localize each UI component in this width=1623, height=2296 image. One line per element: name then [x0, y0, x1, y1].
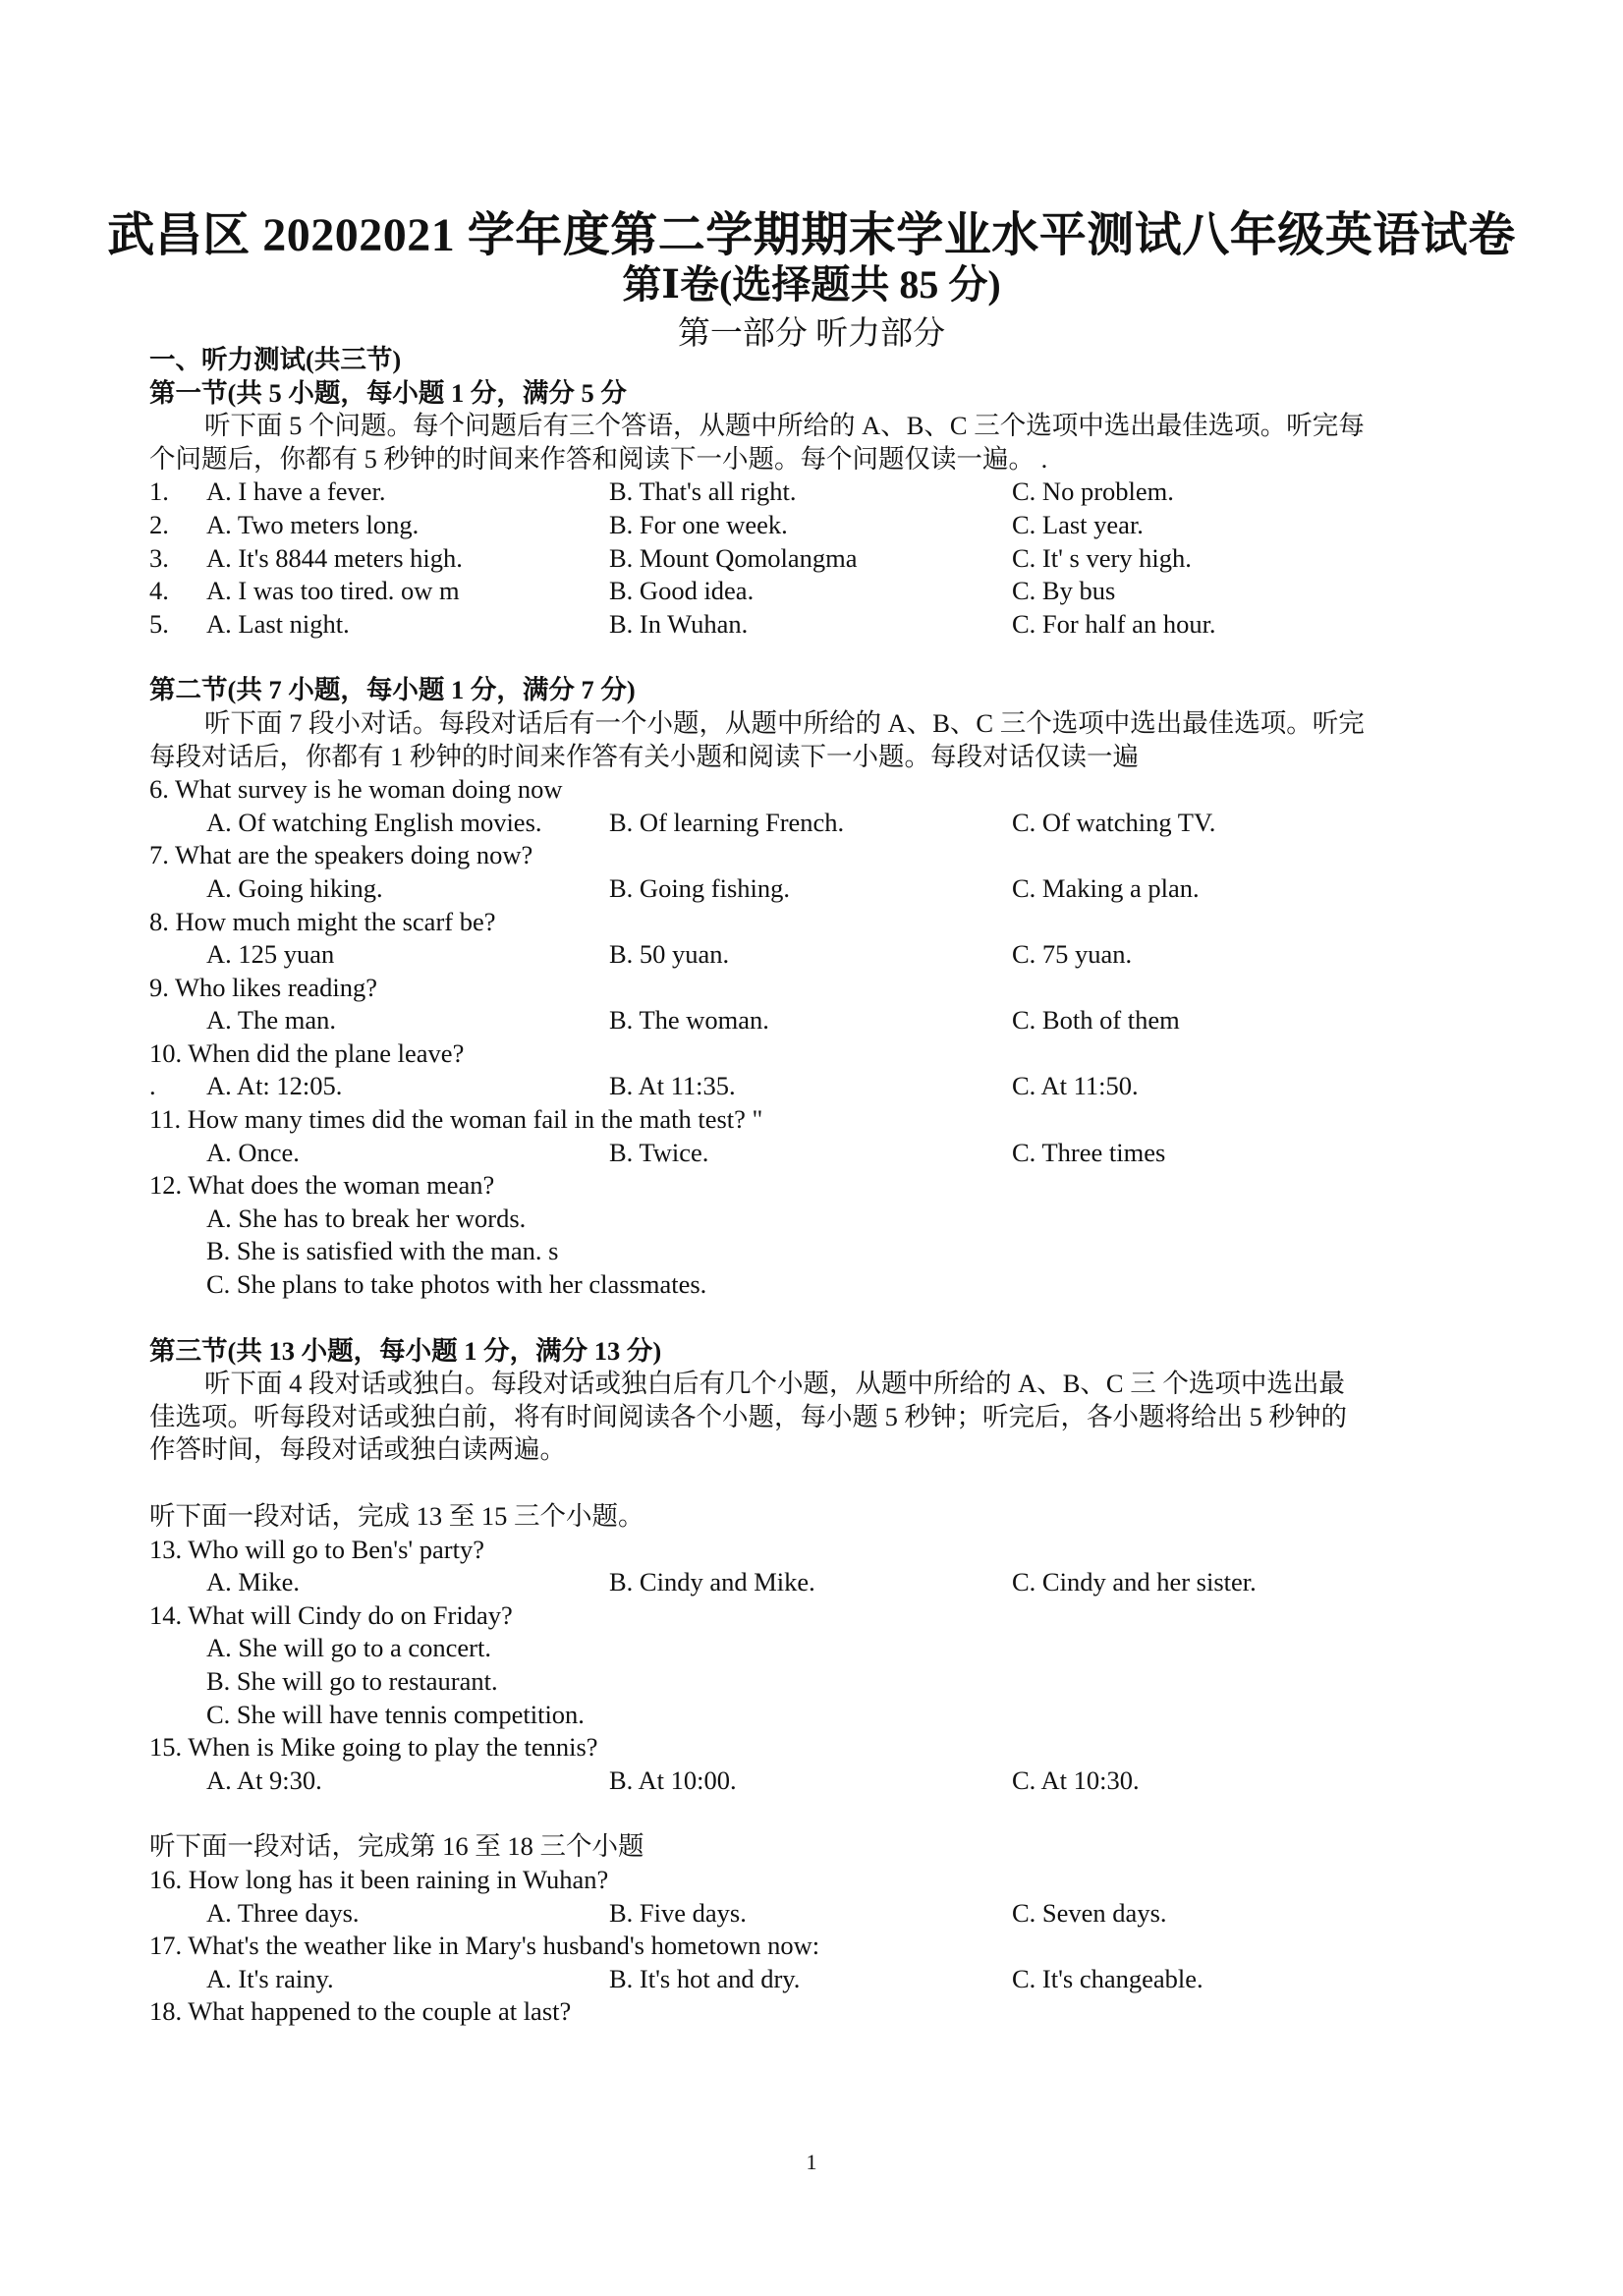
- option-a: A. 125 yuan: [206, 939, 335, 970]
- question-16-options: [149, 1897, 1485, 1931]
- question-11-options: [149, 1137, 1485, 1170]
- part-title: 第一部分 听力部分: [677, 316, 946, 352]
- option-c: C. Both of them: [1012, 1005, 1180, 1036]
- question-14-option-c: [149, 1699, 1485, 1732]
- question-10: 10. When did the plane leave?: [149, 1037, 465, 1068]
- question-11: 11. How many times did the woman fail in the math test? ": [149, 1104, 763, 1135]
- question-12-option-b: [149, 1235, 1485, 1268]
- question-number: 2.: [149, 509, 169, 539]
- question-number: 5.: [149, 608, 169, 639]
- section-3-instruction-line-2: 佳选项。听每段对话或独白前，将有时间阅读各个小题，每小题 5 秒钟；听完后，各小题将给出 5 秒钟的: [149, 1401, 1347, 1431]
- option-b: B. 50 yuan.: [609, 939, 730, 970]
- question-17: 17. What's the weather like in Mary's husband's hometown now:: [149, 1931, 820, 1961]
- option-b: B. The woman.: [609, 1005, 769, 1036]
- section-3-instruction-line-1: 听下面 4 段对话或独白。每段对话或独白后有几个小题，从题中所给的 A、B、C 三 个选项中选出最: [204, 1369, 1345, 1399]
- option-a: A. Mike.: [206, 1567, 300, 1597]
- dialogue-1-intro: 听下面一段对话，完成 13 至 15 三个小题。: [149, 1501, 644, 1531]
- option-b: B. Mount Qomolangma: [609, 542, 858, 573]
- option-b: B. At 11:35.: [609, 1071, 736, 1101]
- spacer: [149, 1467, 1485, 1500]
- option-b: B. Good idea.: [609, 576, 755, 606]
- section-2-instruction-line-1: 听下面 7 段小对话。每段对话后有一个小题，从题中所给的 A、B、C 三个选项中选出最佳选项。听完: [204, 707, 1365, 738]
- question-15: 15. When is Mike going to play the tennis?: [149, 1732, 598, 1763]
- question-15-options: [149, 1764, 1485, 1798]
- option-a: A. She has to break her words.: [206, 1203, 527, 1233]
- spacer: [149, 1797, 1485, 1830]
- question-5: [149, 608, 1485, 642]
- exam-content: [149, 344, 1485, 2029]
- question-7: 7. What are the speakers doing now?: [149, 840, 533, 870]
- option-c: C. Last year.: [1012, 509, 1144, 539]
- option-c: C. For half an hour.: [1012, 608, 1216, 639]
- option-b: B. At 10:00.: [609, 1764, 737, 1795]
- option-a: A. Three days.: [206, 1897, 360, 1928]
- question-13-options: [149, 1566, 1485, 1599]
- option-c: C. Cindy and her sister.: [1012, 1567, 1257, 1597]
- section-2-instruction-line-2: 每段对话后，你都有 1 秒钟的时间来作答有关小题和阅读下一小题。每段对话仅读一遍: [149, 741, 1139, 771]
- question-6: 6. What survey is he woman doing now: [149, 774, 563, 805]
- option-c: C. 75 yuan.: [1012, 939, 1133, 970]
- question-3: [149, 542, 1485, 576]
- section-1-instruction-line-1: 听下面 5 个问题。每个问题后有三个答语，从题中所给的 A、B、C 三个选项中选出最佳选项。听完每: [204, 411, 1365, 441]
- option-b: B. Twice.: [609, 1137, 709, 1167]
- section-2-heading: 第二节(共 7 小题，每小题 1 分，满分 7 分): [149, 675, 636, 705]
- question-13: 13. Who will go to Ben's' party?: [149, 1534, 485, 1564]
- question-12: 12. What does the woman mean?: [149, 1170, 495, 1201]
- question-2: [149, 509, 1485, 542]
- option-c: C. She will have tennis competition.: [206, 1699, 585, 1729]
- option-b: B. Cindy and Mike.: [609, 1567, 815, 1597]
- option-a: A. Last night.: [206, 608, 350, 639]
- question-6-options: [149, 807, 1485, 840]
- section-3-instruction-line-3: 作答时间，每段对话或独白读两遍。: [149, 1434, 566, 1465]
- option-a: A. It's 8844 meters high.: [206, 542, 463, 573]
- option-c: C. By bus: [1012, 576, 1116, 606]
- option-c: C. At 11:50.: [1012, 1071, 1139, 1101]
- option-b: B. She will go to restaurant.: [206, 1665, 498, 1696]
- option-a: A. The man.: [206, 1005, 336, 1036]
- section-1-instruction-line-2: 个问题后，你都有 5 秒钟的时间来作答和阅读下一小题。每个问题仅读一遍。 .: [149, 443, 1048, 474]
- question-number: 4.: [149, 576, 169, 606]
- question-1: [149, 476, 1485, 509]
- stray-mark: .: [149, 1071, 156, 1101]
- option-c: C. No problem.: [1012, 476, 1174, 507]
- question-14-option-b: [149, 1665, 1485, 1699]
- question-18: 18. What happened to the couple at last?: [149, 1996, 572, 2027]
- option-a: A. At 9:30.: [206, 1764, 322, 1795]
- question-9-options: [149, 1004, 1485, 1037]
- option-c: C. Three times: [1012, 1137, 1166, 1167]
- question-7-options: [149, 872, 1485, 906]
- question-14-option-a: [149, 1632, 1485, 1665]
- question-number: 1.: [149, 476, 169, 507]
- option-a: A. She will go to a concert.: [206, 1633, 491, 1663]
- question-14: 14. What will Cindy do on Friday?: [149, 1599, 513, 1630]
- option-b: B. She is satisfied with the man. s: [206, 1236, 559, 1266]
- option-b: B. That's all right.: [609, 476, 797, 507]
- question-17-options: [149, 1963, 1485, 1996]
- question-4: [149, 575, 1485, 608]
- section-3-heading: 第三节(共 13 小题，每小题 1 分，满分 13 分): [149, 1335, 662, 1366]
- option-a: A. I have a fever.: [206, 476, 386, 507]
- option-c: C. Of watching TV.: [1012, 807, 1216, 837]
- option-c: C. Seven days.: [1012, 1897, 1167, 1928]
- spacer: [149, 641, 1485, 674]
- page-number: 1: [806, 2150, 817, 2174]
- option-a: A. At: 12:05.: [206, 1071, 343, 1101]
- section-1-heading: 第一节(共 5 小题，每小题 1 分，满分 5 分: [149, 377, 627, 408]
- question-12-option-c: [149, 1268, 1485, 1302]
- question-10-options: [149, 1070, 1485, 1103]
- question-8: 8. How much might the scarf be?: [149, 906, 496, 936]
- section-heading: 一、听力测试(共三节): [149, 345, 402, 374]
- option-a: A. Of watching English movies.: [206, 807, 542, 837]
- question-8-options: [149, 938, 1485, 972]
- option-b: B. Five days.: [609, 1897, 747, 1928]
- page-title: 武昌区 20202021 学年度第二学期期末学业水平测试八年级英语试卷: [107, 209, 1516, 261]
- dialogue-2-intro: 听下面一段对话，完成第 16 至 18 三个小题: [149, 1831, 644, 1862]
- option-b: B. For one week.: [609, 509, 788, 539]
- option-c: C. Making a plan.: [1012, 872, 1200, 903]
- option-c: C. She plans to take photos with her classmates.: [206, 1269, 707, 1300]
- option-a: A. Once.: [206, 1137, 300, 1167]
- option-a: A. Two meters long.: [206, 509, 420, 539]
- option-c: C. It' s very high.: [1012, 542, 1192, 573]
- option-c: C. At 10:30.: [1012, 1764, 1140, 1795]
- spacer: [149, 1302, 1485, 1335]
- option-b: B. Going fishing.: [609, 872, 791, 903]
- question-number: 3.: [149, 542, 169, 573]
- question-12-option-a: [149, 1203, 1485, 1236]
- question-9: 9. Who likes reading?: [149, 972, 378, 1002]
- option-a: A. I was too tired. ow m: [206, 576, 460, 606]
- option-b: B. In Wuhan.: [609, 608, 749, 639]
- option-b: B. It's hot and dry.: [609, 1963, 801, 1993]
- option-a: A. It's rainy.: [206, 1963, 334, 1993]
- option-a: A. Going hiking.: [206, 872, 383, 903]
- paper-subtitle: 第Ⅰ卷(选择题共 85 分): [622, 262, 1001, 307]
- option-c: C. It's changeable.: [1012, 1963, 1203, 1993]
- option-b: B. Of learning French.: [609, 807, 845, 837]
- question-16: 16. How long has it been raining in Wuhan?: [149, 1864, 609, 1894]
